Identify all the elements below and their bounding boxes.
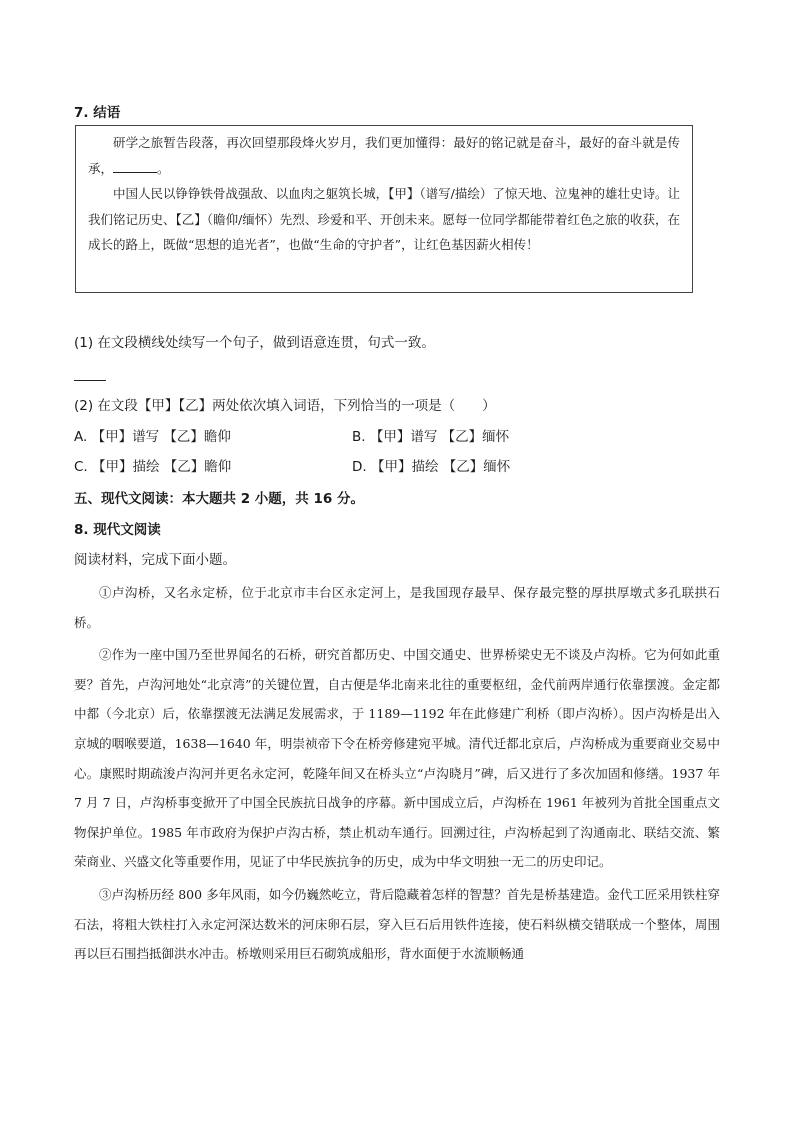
- reading-article: [74, 578, 720, 972]
- passage-paragraph-1-text: 研学之旅暂告段落，再次回望那段烽火岁月，我们更加懂得：最好的铭记就是奋斗，最好的奋斗就是传承，: [88, 135, 680, 176]
- article-paragraph-1: ①卢沟桥，又名永定桥，位于北京市丰台区永定河上，是我国现存最早、保存最完整的厚拱厚墩式多孔联拱石桥。: [74, 585, 720, 630]
- question-8-title: 8. 现代文阅读: [74, 522, 161, 538]
- question-2: (2) 在文段【甲】【乙】两处依次填入词语，下列恰当的一项是（ ）: [74, 398, 496, 414]
- fill-blank: [113, 159, 157, 173]
- option-b[interactable]: B. 【甲】谱写 【乙】缅怀: [352, 429, 510, 445]
- question-1: (1) 在文段横线处续写一个句子，做到语意连贯，句式一致。: [74, 335, 435, 351]
- passage-paragraph-2: 中国人民以铮铮铁骨战强敌、以血肉之躯筑长城，【甲】（谱写/描绘）了惊天地、泣鬼神的雄壮史诗。让我们铭记历史、【乙】（瞻仰/缅怀）先烈、珍爱和平、开创未来。愿每一位同学都能带着红色之旅的收获，在成长的路上，既做“思想的追光者”，也做“生命的守护者”，让红色基因薪火相传！: [88, 186, 680, 252]
- passage-paragraph-1: [76, 130, 692, 181]
- article-paragraph-3: ③卢沟桥历经 800 多年风雨，如今仍巍然屹立，背后隐藏着怎样的智慧？首先是桥基建造。金代工匠采用铁柱穿石法，将粗大铁柱打入永定河深达数米的河床卵石层，穿入巨石后用铁件连接，使石料纵横交错联成一个整体，周围再以巨石围挡抵御洪水冲击。桥墩则采用巨石砌筑成船形，背水面便于水流顺畅通: [74, 886, 720, 962]
- option-c[interactable]: C. 【甲】描绘 【乙】瞻仰: [74, 459, 232, 475]
- answer-line: [74, 380, 106, 381]
- section-7-title: 7. 结语: [74, 105, 121, 121]
- passage-paragraph-1-end: 。: [157, 160, 170, 176]
- part-5-heading: 五、现代文阅读：本大题共 2 小题，共 16 分。: [74, 491, 364, 507]
- option-a[interactable]: A. 【甲】谱写 【乙】瞻仰: [74, 429, 231, 445]
- reading-instruction: 阅读材料，完成下面小题。: [74, 552, 236, 568]
- option-d[interactable]: D. 【甲】描绘 【乙】缅怀: [352, 459, 511, 475]
- article-paragraph-2: ②作为一座中国乃至世界闻名的石桥，研究首都历史、中国交通史、世界桥梁史无不谈及卢沟桥。它为何如此重要？首先，卢沟河地处“北京湾”的关键位置，自古便是华北南来北往的重要枢纽，金代前两岸通行依靠摆渡。金定都中都（今北京）后，依靠摆渡无法满足发展需求，于 1189—1192 年在此修建广利桥（即卢沟桥）。因卢沟桥是出入京城的咽喉要道，1638—1640 年，明崇祯帝下令在桥旁修建宛平城。清代迁都北京后，卢沟桥成为重要商业交易中心。康熙时期疏浚卢沟河并更名永定河，乾隆年间又在桥头立“卢沟晓月”碑，后又进行了多次加固和修缮。1937 年 7 月 7 日，卢沟桥事变掀开了中国全民族抗日战争的序幕。新中国成立后，卢沟桥在 1961 年被列为首批全国重点文物保护单位。1985 年市政府为保护卢沟古桥，禁止机动车通行。回溯过往，卢沟桥起到了沟通南北、联结交流、繁荣商业、兴盛文化等重要作用，见证了中华民族抗争的历史，成为中华文明独一无二的历史印记。: [74, 647, 720, 870]
- passage-box: [75, 125, 693, 293]
